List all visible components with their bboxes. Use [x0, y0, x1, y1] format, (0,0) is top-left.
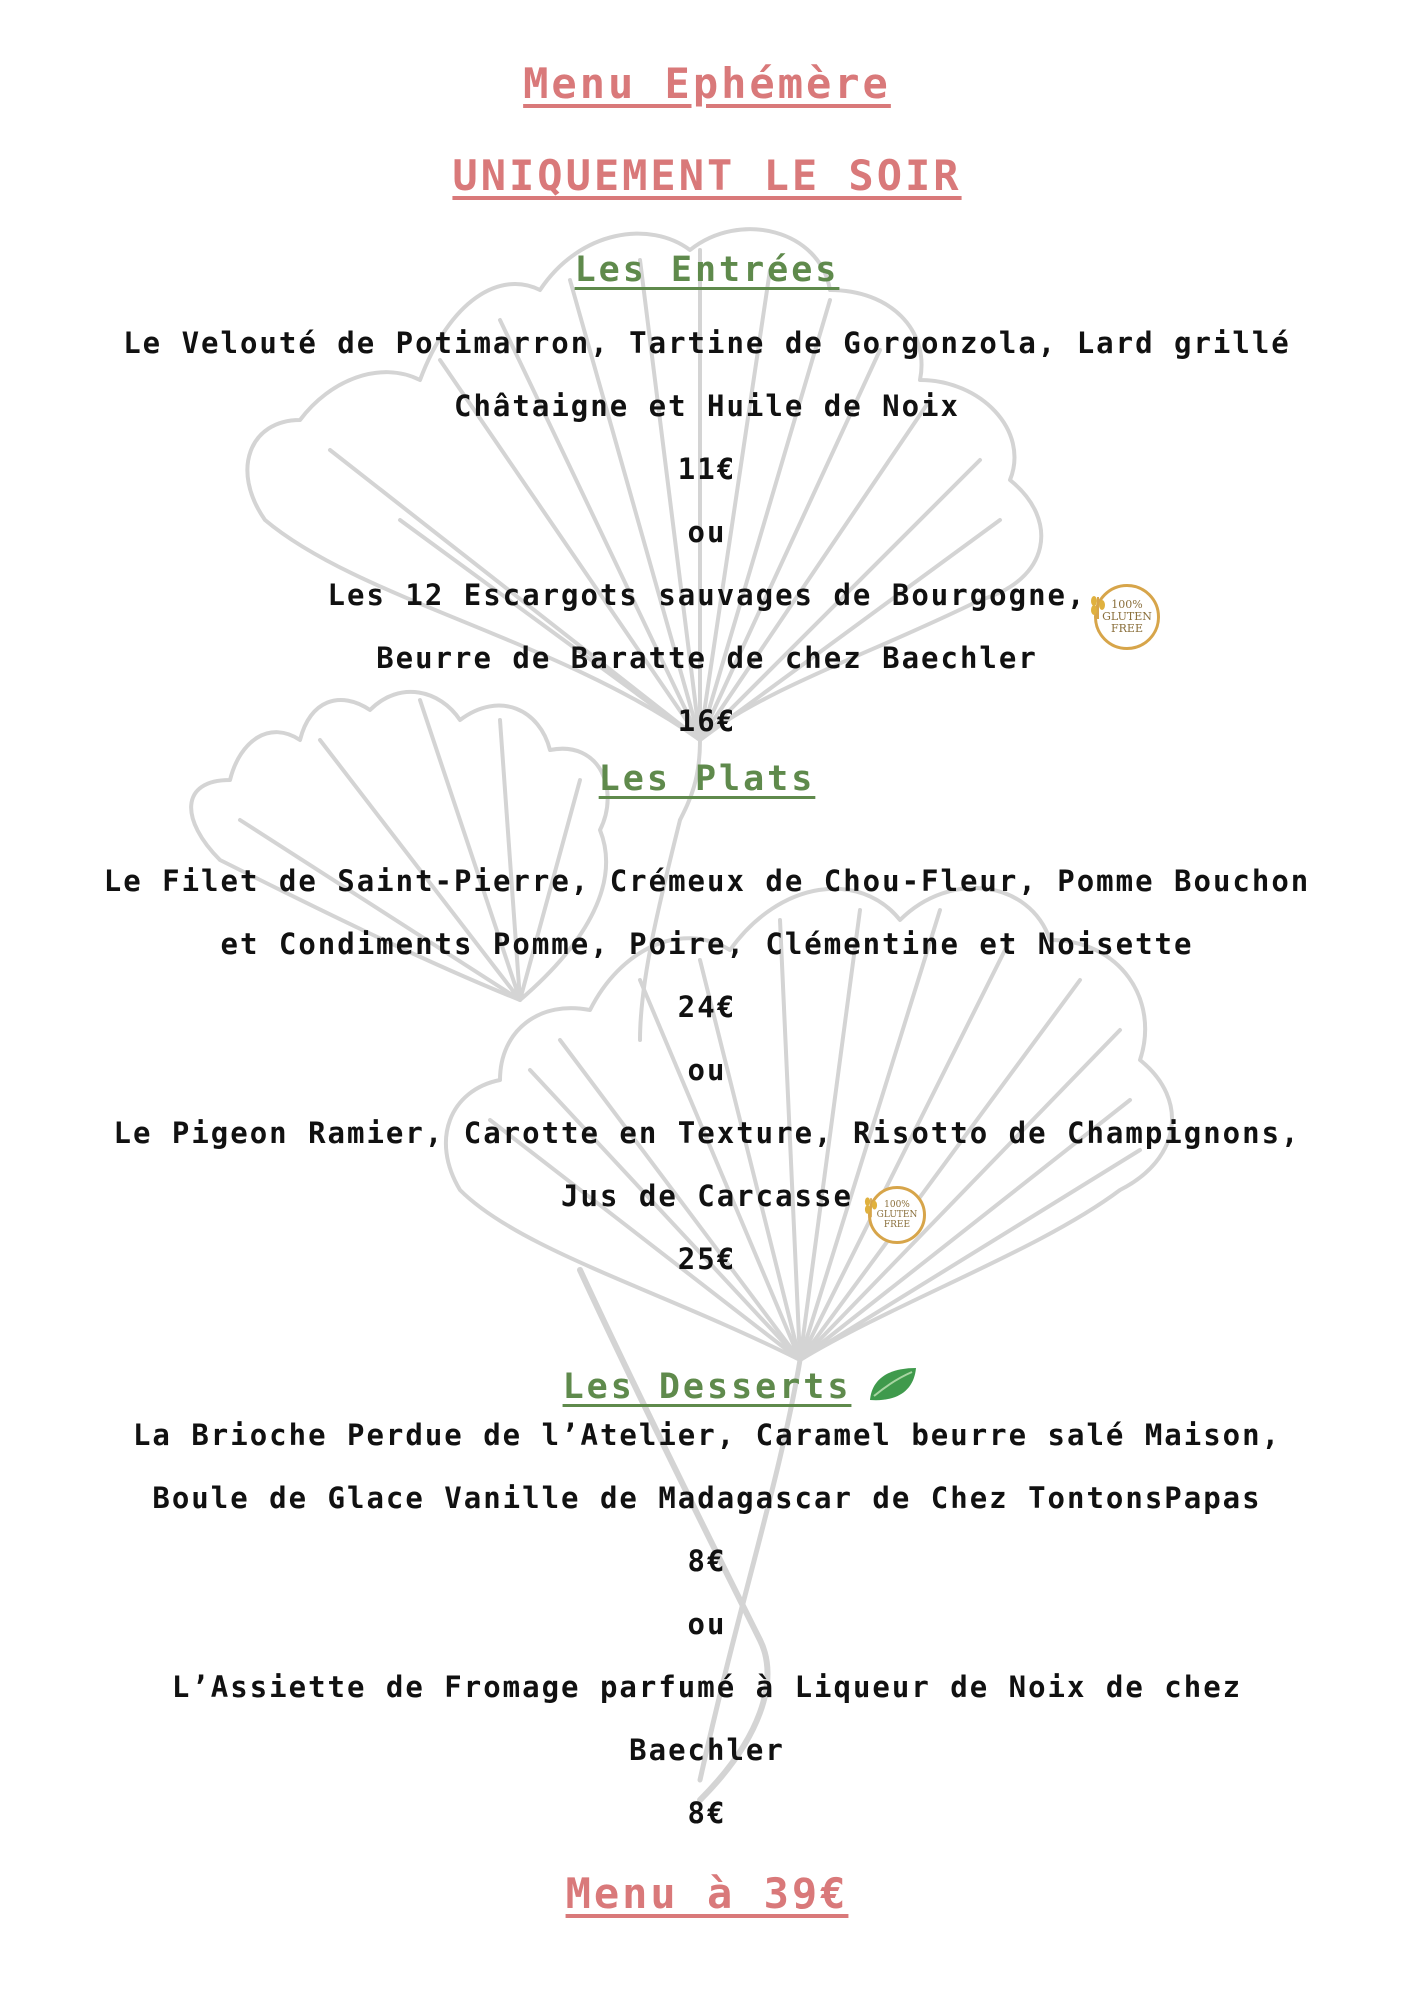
entree-or-separator: ou [687, 515, 727, 549]
plat-1-price: 24€ [677, 990, 737, 1024]
dessert-2-line1: L’Assiette de Fromage parfumé à Liqueur de Noix de chez [171, 1670, 1243, 1704]
entree-2-line2: Beurre de Baratte de chez Baechler [376, 641, 1038, 675]
leaf-icon [866, 1364, 920, 1404]
section-heading-desserts: Les Desserts [562, 1367, 852, 1407]
plat-2-price: 25€ [677, 1242, 737, 1276]
entree-1-line2: Châtaigne et Huile de Noix [454, 389, 960, 423]
entree-1-price: 11€ [677, 452, 737, 486]
plat-2-line1: Le Pigeon Ramier, Carotte en Texture, Risotto de Champignons, [113, 1116, 1301, 1150]
entree-1-line1: Le Velouté de Potimarron, Tartine de Gorgonzola, Lard grillé [123, 326, 1291, 360]
gluten-free-badge [1094, 584, 1160, 650]
section-heading-entrees: Les Entrées [574, 250, 840, 290]
menu-price: Menu à 39€ [565, 1869, 849, 1918]
dessert-1-line1: La Brioche Perdue de l’Atelier, Caramel beurre salé Maison, [132, 1418, 1282, 1452]
dessert-2-price: 8€ [687, 1796, 727, 1830]
dessert-1-price: 8€ [687, 1544, 727, 1578]
badge-text: 100% GLUTEN FREE [876, 1200, 918, 1230]
dessert-1-line2: Boule de Glace Vanille de Madagascar de Chez TontonsPapas [152, 1481, 1262, 1515]
dessert-2-line2: Baechler [629, 1733, 785, 1767]
wheat-icon [861, 1193, 881, 1219]
menu-title: Menu Ephémère [523, 59, 891, 108]
plat-1-line1: Le Filet de Saint-Pierre, Crémeux de Chou-Fleur, Pomme Bouchon [103, 864, 1311, 898]
plat-2-line2: Jus de Carcasse [561, 1179, 853, 1213]
gluten-free-badge [868, 1186, 926, 1244]
badge-text: 100% GLUTEN FREE [1102, 598, 1152, 635]
entree-2-line1: Les 12 Escargots sauvages de Bourgogne, [327, 578, 1087, 612]
section-heading-plats: Les Plats [598, 759, 816, 799]
entree-2-price: 16€ [677, 704, 737, 738]
menu-subtitle: UNIQUEMENT LE SOIR [452, 151, 962, 200]
plat-1-line2: et Condiments Pomme, Poire, Clémentine et Noisette [220, 927, 1194, 961]
dessert-or-separator: ou [687, 1607, 727, 1641]
wheat-icon [1087, 591, 1109, 621]
plat-or-separator: ou [687, 1053, 727, 1087]
